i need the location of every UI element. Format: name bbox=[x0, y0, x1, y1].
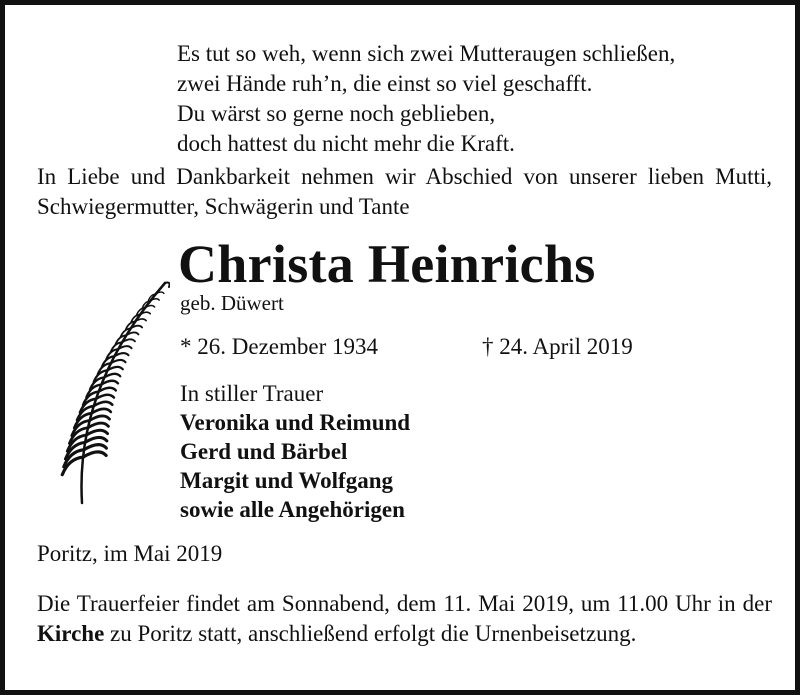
mourner-name: sowie alle Angehörigen bbox=[180, 497, 405, 522]
poem-line: doch hattest du nicht mehr die Kraft. bbox=[177, 131, 515, 156]
poem bbox=[177, 39, 675, 159]
mourner-name: Gerd und Bärbel bbox=[180, 439, 348, 464]
poem-line: Du wärst so gerne noch geblieben, bbox=[177, 101, 496, 126]
fern-leaf-icon bbox=[45, 277, 170, 507]
mourner-name: Veronika und Reimund bbox=[180, 410, 411, 435]
death-date: † 24. April 2019 bbox=[482, 334, 633, 359]
place-date: Poritz, im Mai 2019 bbox=[37, 541, 223, 566]
funeral-info bbox=[37, 589, 772, 649]
funeral-venue: Kirche bbox=[37, 621, 105, 646]
mourner-name: Margit und Wolfgang bbox=[180, 468, 393, 493]
poem-line: zwei Hände ruh’n, die einst so viel geschafft. bbox=[177, 71, 593, 96]
funeral-text-after: zu Poritz statt, anschließend erfolgt die Urnenbeisetzung. bbox=[104, 621, 637, 646]
deceased-name: Christa Heinrichs bbox=[178, 234, 596, 294]
birth-date: * 26. Dezember 1934 bbox=[180, 334, 378, 359]
mourners-block bbox=[180, 379, 410, 524]
poem-line: Es tut so weh, wenn sich zwei Mutteraugen schließen, bbox=[177, 41, 676, 66]
intro-text: In Liebe und Dankbarkeit nehmen wir Abschied von unserer lieben Mutti, Schwiegermutter, Schwägerin und Tante bbox=[37, 164, 772, 219]
funeral-text-before: Die Trauerfeier findet am Sonnabend, dem 11. Mai 2019, um 11.00 Uhr in der bbox=[37, 591, 772, 616]
birth-name: geb. Düwert bbox=[180, 291, 284, 315]
mourners-heading: In stiller Trauer bbox=[180, 381, 324, 406]
